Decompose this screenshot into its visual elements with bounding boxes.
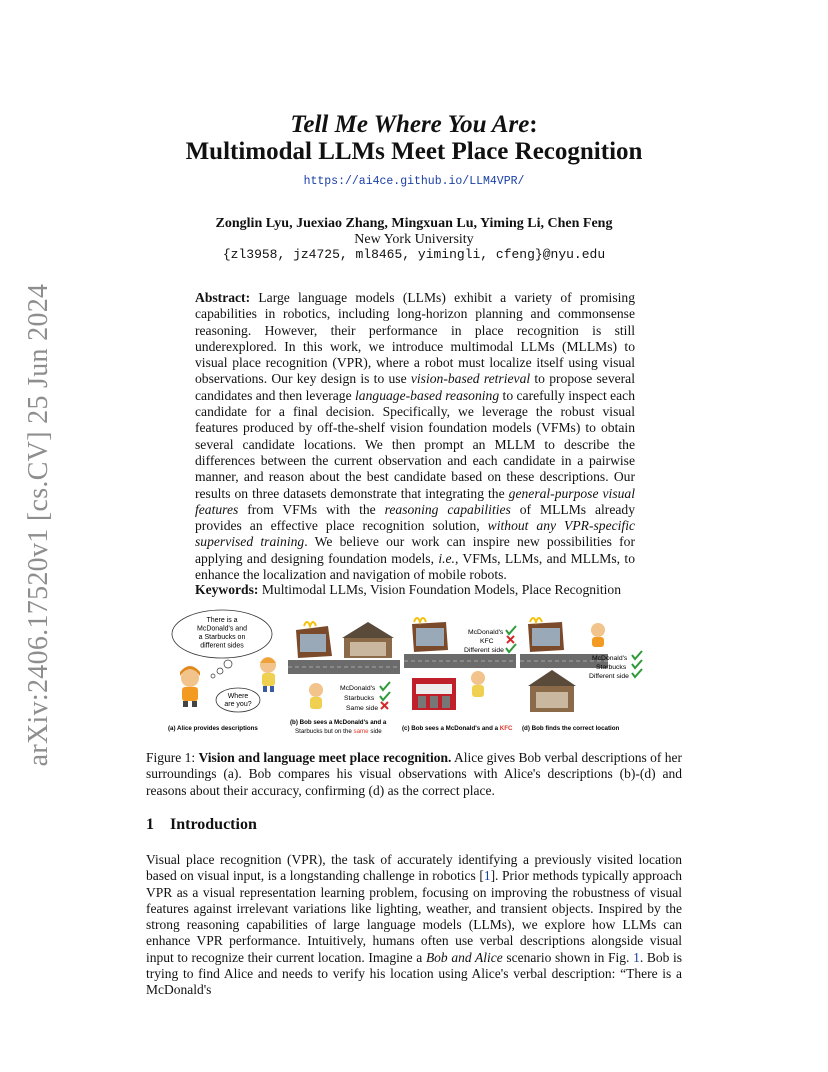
abstract-text: to propose several candidates and then leverage: [195, 371, 635, 403]
check-icon: [632, 669, 642, 677]
mcdonalds-building: [296, 622, 332, 658]
abstract-emphasis: i.e.: [438, 550, 455, 566]
caption-bold: Vision and language meet place recognition.: [198, 750, 452, 765]
bob-speech-bubble: [216, 688, 260, 712]
alice-character: [180, 666, 200, 707]
project-link[interactable]: https://ai4ce.github.io/LLM4VPR/: [303, 175, 525, 188]
alice-bubble-line: a Starbucks on: [198, 634, 246, 641]
panel-b-label: Starbucks but on the same side: [295, 728, 382, 735]
check-item: KFC: [480, 638, 494, 645]
arxiv-identifier: [14, 283, 64, 767]
paper-title-line1: [0, 111, 828, 139]
alice-bubble-line: McDonald's and: [197, 625, 247, 633]
caption-prefix: Figure 1:: [146, 750, 199, 765]
panel-a: [168, 610, 276, 732]
check-icon: [632, 660, 642, 668]
keywords-label: Keywords:: [195, 582, 259, 597]
panel-b: [288, 622, 400, 735]
kfc-building: [412, 678, 456, 710]
cross-icon: [381, 702, 388, 709]
abstract: [195, 290, 635, 583]
alice-bubble-line: There is a: [206, 617, 238, 624]
affiliation: New York University: [354, 232, 474, 247]
panel-b-label: (b) Bob sees a McDonald's and a: [290, 719, 387, 726]
check-icon: [506, 644, 516, 652]
check-item: McDonald's: [340, 685, 376, 692]
check-icon: [506, 626, 516, 634]
alice-bubble-line: different sides: [200, 642, 244, 650]
abstract-emphasis: general-purpose visual features: [195, 485, 635, 517]
introduction-paragraph: [146, 852, 682, 999]
panel-c-label: (c) Bob sees a McDonald's and a KFC: [402, 725, 513, 732]
panel-a-label: (a) Alice provides descriptions: [168, 725, 258, 732]
check-icon: [380, 682, 390, 690]
paper-title-line2: Multimodal LLMs Meet Place Recognition: [185, 138, 643, 165]
mcdonalds-building: [528, 618, 564, 652]
check-icon: [380, 692, 390, 700]
panel-c: [402, 618, 516, 732]
section-heading: [146, 816, 257, 834]
abstract-label: Abstract:: [195, 290, 251, 305]
starbucks-building: [342, 622, 394, 658]
keywords-text: Multimodal LLMs, Vision Foundation Models, Place Recognition: [258, 582, 621, 597]
check-item: McDonald's: [468, 629, 504, 636]
check-item: Same side: [346, 705, 379, 712]
bob-question-line: Where: [227, 693, 249, 700]
bob-question-line: are you?: [224, 701, 252, 708]
check-item: Different side: [589, 673, 629, 680]
figure-1-illustration: [168, 608, 650, 738]
arxiv-identifier-text: arXiv:2406.17520v1 [cs.CV] 25 Jun 2024: [23, 283, 54, 767]
keywords: [195, 582, 635, 598]
abstract-emphasis: vision-based retrieval: [410, 371, 531, 387]
figure-ref-link[interactable]: 1: [633, 949, 640, 965]
section-number: 1: [146, 816, 154, 833]
citation-link[interactable]: 1: [483, 868, 491, 884]
check-item: Starbucks: [344, 695, 375, 702]
author-list: Zonglin Lyu, Juexiao Zhang, Mingxuan Lu, Yiming Li, Chen Feng: [215, 216, 613, 231]
check-item: Starbucks: [596, 664, 627, 671]
check-item: Different side: [464, 647, 504, 654]
intro-text: . Bob is trying to find Alice and needs to verify his location using Alice's verbal description: “There is a McDonald's: [146, 949, 683, 998]
section-title: Introduction: [170, 816, 257, 833]
abstract-emphasis: language-based reasoning: [355, 387, 500, 403]
author-emails: {zl3958, jz4725, ml8465, yimingli, cfeng}@nyu.edu: [222, 247, 606, 262]
panel-d: [520, 618, 642, 732]
abstract-text: to carefully inspect each candidate for a final decision. Specifically, we leverage the robust visual features produced by off-the-shelf vision foundation models (VFMs) to obtain several candidate locations. We then prompt an MLLM to describe the differences between the current observation and each candidate in a pairwise manner, and reason about the best candidate based on these descriptions. Our results on three datasets demonstrate that integrating the: [195, 387, 636, 501]
abstract-text: . We believe our work can inspire new possibilities for applying and designing foundation models,: [195, 534, 635, 566]
abstract-emphasis: without any VPR-specific supervised training: [195, 518, 635, 550]
cross-icon: [507, 636, 514, 643]
title-italic: Tell Me Where You Are: [290, 111, 530, 138]
bob-character: [260, 657, 276, 692]
starbucks-building: [528, 670, 576, 712]
caption-text: Alice gives Bob verbal descriptions of her surroundings (a). Bob compares his visual observations with Alice's descriptions (b)-(d) and reasons about their accuracy, confirming (d) as the correct place.: [146, 750, 682, 798]
intro-text: scenario shown in Fig.: [502, 949, 634, 965]
intro-text: ]. Prior methods typically approach VPR as a visual representation learning problem, focusing on improving the robustness of visual features against irrelevant variations like lighting, weather, and transient objects. Inspired by the strong reasoning capabilities of large language models (LLMs), we explore how LLMs can enhance VPR performance. Intuitively, humans often use verbal descriptions alongside visual input to recognize their current location. Imagine a: [146, 868, 682, 965]
abstract-text: from VFMs with the: [238, 501, 385, 517]
check-item: McDonald's: [592, 655, 628, 662]
intro-emphasis: Bob and Alice: [425, 949, 503, 965]
check-icon: [632, 651, 642, 659]
mcdonalds-building: [412, 618, 448, 652]
abstract-text: of MLLMs already provides an effective place recognition solution,: [195, 501, 635, 534]
figure-caption: [146, 750, 682, 799]
intro-text: Visual place recognition (VPR), the task of accurately identifying a previously visited location based on visual input, is a longstanding challenge in robotics [: [146, 852, 682, 884]
abstract-text: Large language models (LLMs) exhibit a variety of promising capabilities in robotics, including long-horizon planning and commonsense reasoning. However, their performance in place recognition is still underexplored. In this work, we introduce multimodal LLMs (MLLMs) to visual place recognition (VPR), where a robot must localize itself using visual observations. Our key design is to use: [195, 290, 635, 387]
panel-d-label: (d) Bob finds the correct location: [522, 725, 620, 732]
abstract-emphasis: reasoning capabilities: [384, 501, 511, 517]
abstract-text: , VFMs, LLMs, and MLLMs, to enhance the localization and navigation of mobile robots.: [195, 550, 635, 583]
title-colon: :: [529, 111, 538, 138]
